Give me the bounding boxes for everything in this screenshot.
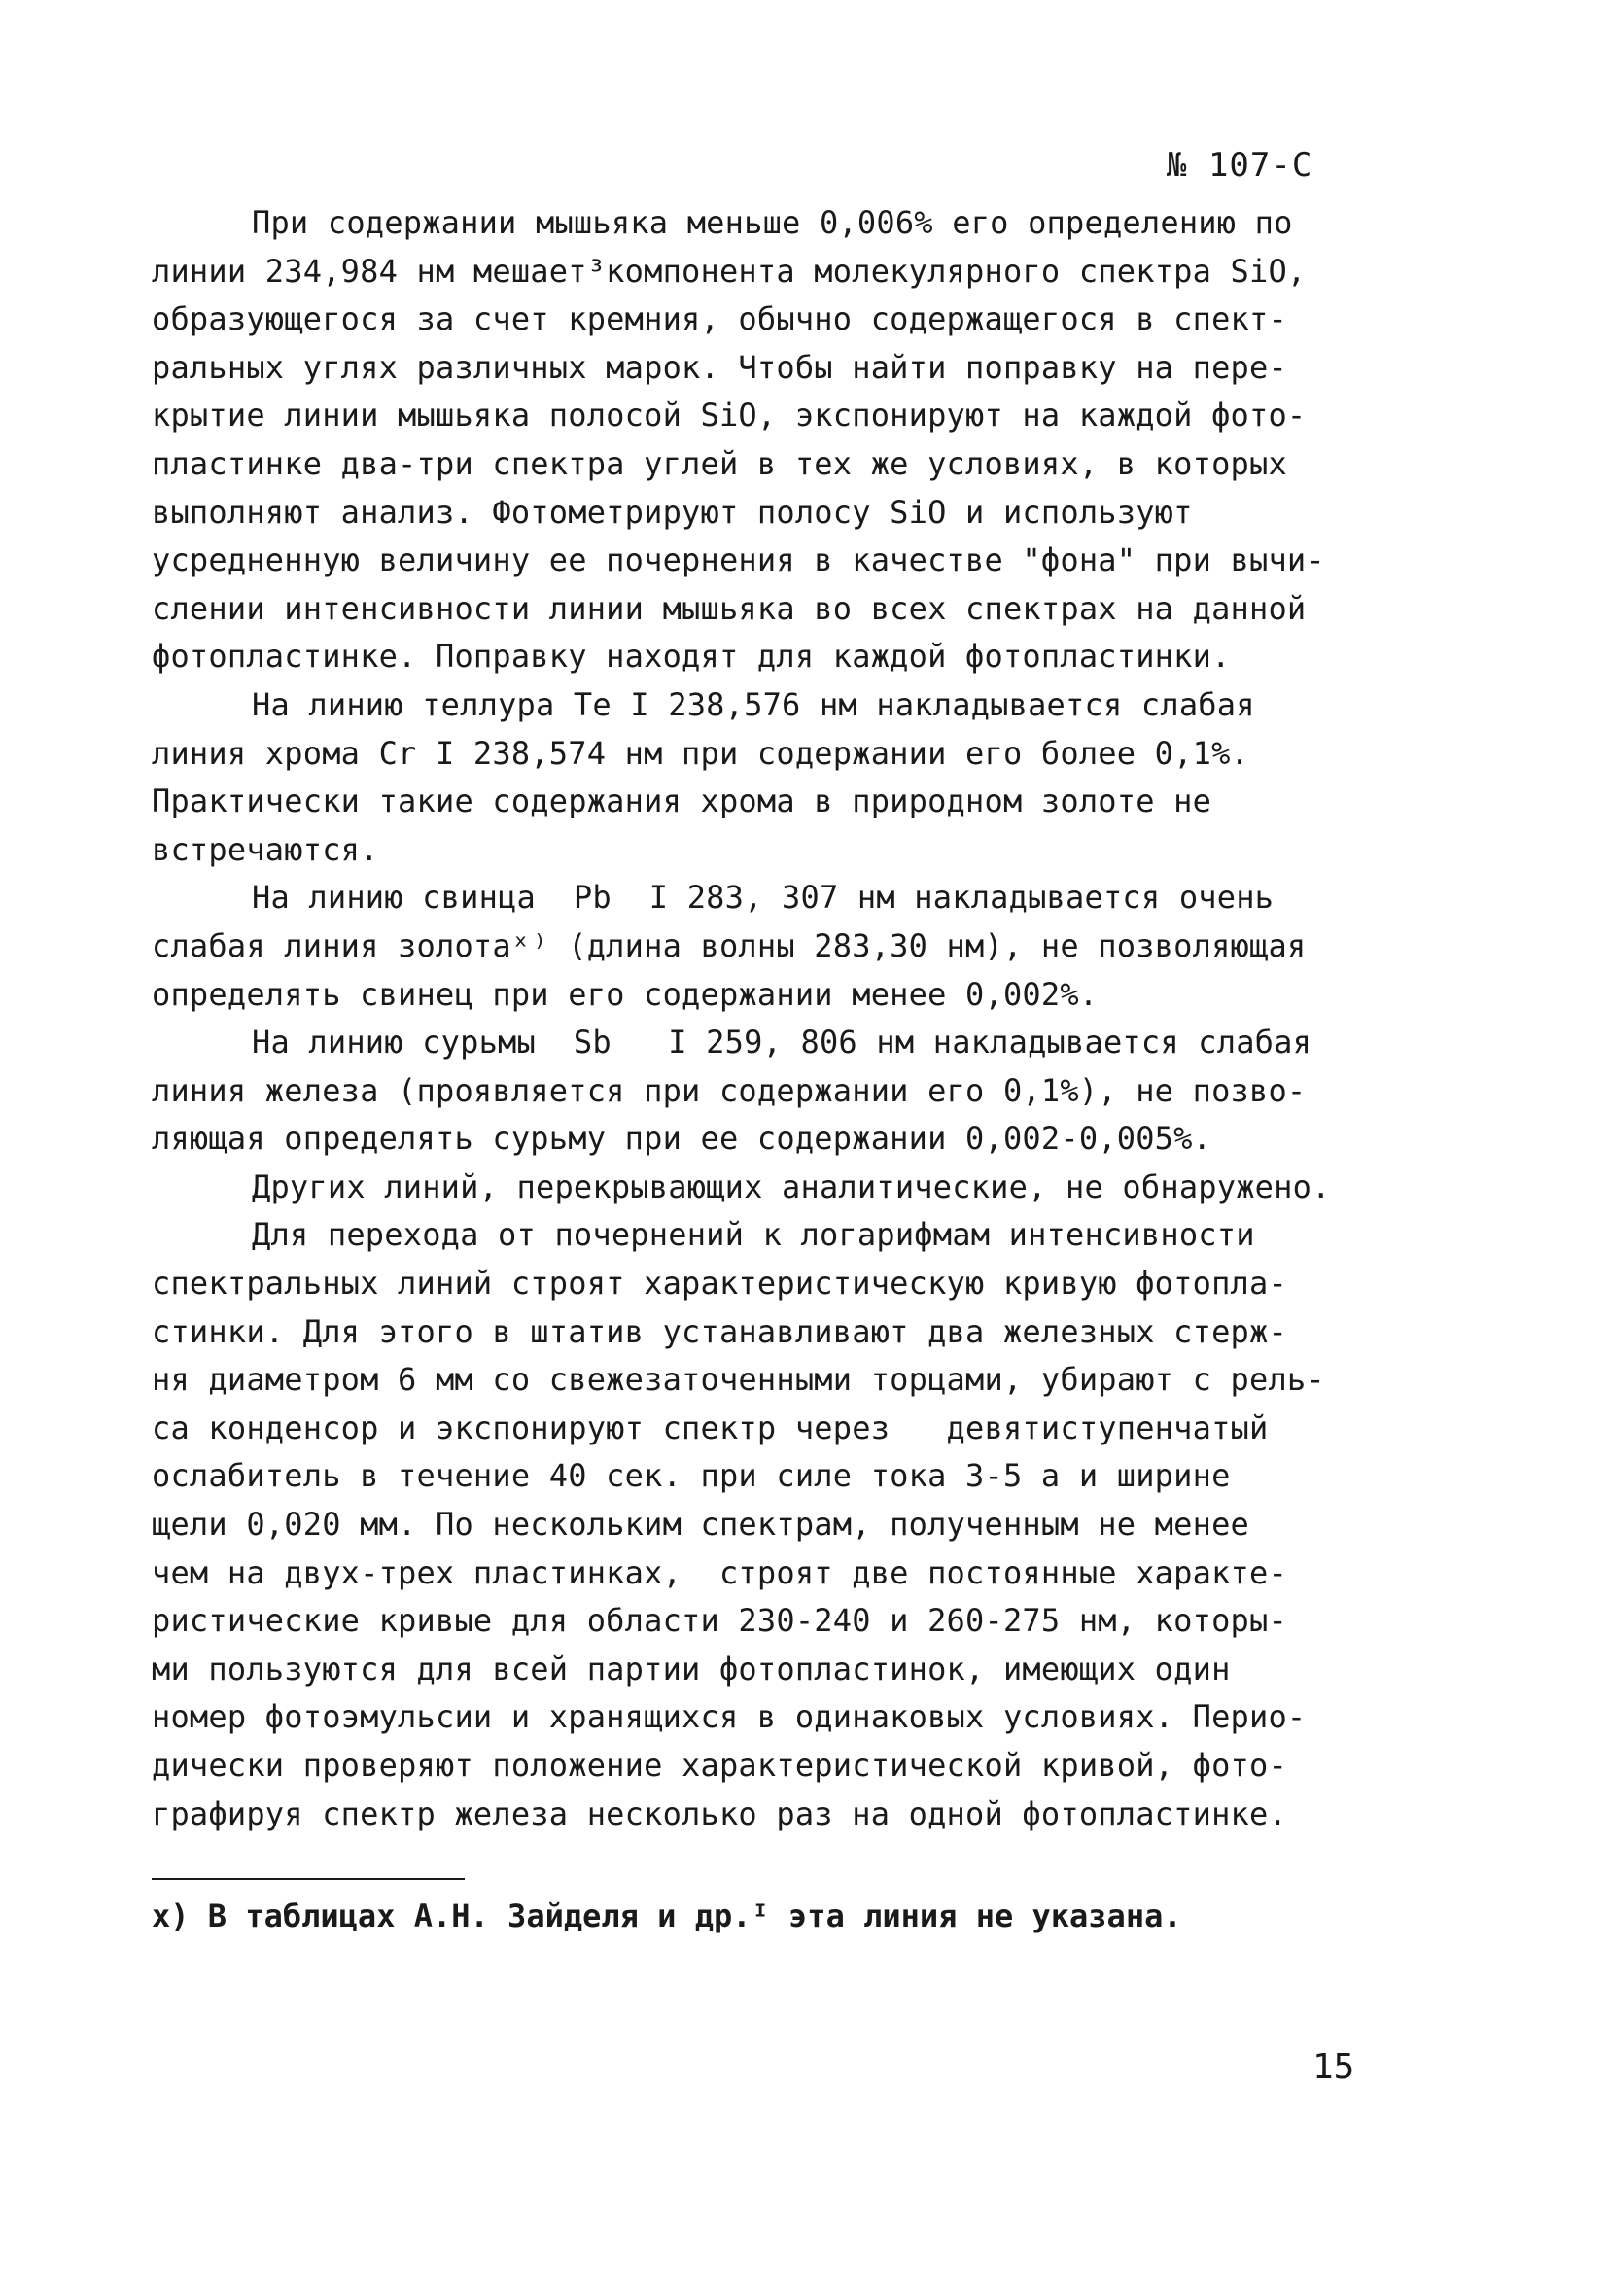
text-line: линия хрома Cr I 238,574 нм при содержании его более 0,1%. (152, 734, 1250, 772)
text-line: спектральных линий строят характеристическую кривую фотопла- (152, 1265, 1287, 1303)
text-line: слении интенсивности линии мышьяка во всех спектрах на данной (152, 589, 1307, 627)
text-line: крытие линии мышьяка полосой SiO, экспонируют на каждой фото- (152, 397, 1307, 435)
footnote: х) В таблицах А.Н. Зайделя и др.ᴵ эта линия не указана. (152, 1897, 1182, 1934)
page-number: 15 (1312, 2047, 1355, 2087)
text-line: встречаются. (152, 830, 379, 868)
text-line: линии 234,984 нм мешает³компонента молекулярного спектра SiO, (152, 252, 1307, 290)
text-line: При содержании мышьяка меньше 0,006% его определению по (252, 204, 1293, 241)
text-line: пластинке два-три спектра углей в тех же условиях, в которых (152, 444, 1287, 482)
text-line: На линию свинца Pb I 283, 307 нм накладывается очень (252, 879, 1275, 917)
text-line: линия железа (проявляется при содержании его 0,1%), не позво- (152, 1071, 1307, 1109)
text-line: фотопластинке. Поправку находят для каждой фотопластинки. (152, 638, 1231, 676)
text-line: ристические кривые для области 230-240 и 260-275 нм, которы- (152, 1602, 1287, 1640)
text-line: ослабитель в течение 40 сек. при силе тока 3-5 а и ширине (152, 1457, 1231, 1495)
text-line: Для перехода от почернений к логарифмам интенсивности (252, 1216, 1255, 1254)
text-line: ня диаметром 6 мм со свежезаточенными торцами, убирают с рель- (152, 1361, 1325, 1399)
text-line: щели 0,020 мм. По нескольким спектрам, полученным не менее (152, 1506, 1250, 1544)
body-text (152, 199, 1386, 1838)
text-line: Других линий, перекрывающих аналитические, не обнаружено. (252, 1167, 1331, 1205)
text-line: ральных углях различных марок. Чтобы найти поправку на пере- (152, 348, 1287, 386)
text-line: чем на двух-трех пластинках, строят две постоянные характе- (152, 1553, 1287, 1591)
text-line: стинки. Для этого в штатив устанавливают два железных стерж- (152, 1312, 1287, 1350)
text-line: Практически такие содержания хрома в природном золоте не (152, 783, 1212, 820)
text-line: выполняют анализ. Фотометрируют полосу SiO и используют (152, 493, 1193, 531)
text-line: усредненную величину ее почернения в качестве "фона" при вычи- (152, 541, 1325, 579)
text-line: дически проверяют положение характеристической кривой, фото- (152, 1747, 1287, 1784)
text-line: ми пользуются для всей партии фотопластинок, имеющих один (152, 1650, 1231, 1687)
document-number: № 107-С (1167, 146, 1313, 185)
text-line: образующегося за счет кремния, обычно содержащегося в спект- (152, 300, 1287, 338)
text-line: определять свинец при его содержании менее 0,002%. (152, 975, 1099, 1013)
text-line: ляющая определять сурьму при ее содержании 0,002-0,005%. (152, 1120, 1212, 1158)
text-line: На линию теллура Te I 238,576 нм накладывается слабая (252, 685, 1255, 723)
footnote-divider (152, 1878, 465, 1880)
text-line: са конденсор и экспонируют спектр через девятиступенчатый (152, 1409, 1269, 1446)
text-line: На линию сурьмы Sb I 259, 806 нм накладывается слабая (252, 1024, 1312, 1061)
text-line: слабая линия золотаˣ⁾ (длина волны 283,30 нм), не позволяющая (152, 926, 1307, 964)
text-line: номер фотоэмульсии и хранящихся в одинаковых условиях. Перио- (152, 1698, 1307, 1736)
text-line: графируя спектр железа несколько раз на одной фотопластинке. (152, 1794, 1287, 1832)
